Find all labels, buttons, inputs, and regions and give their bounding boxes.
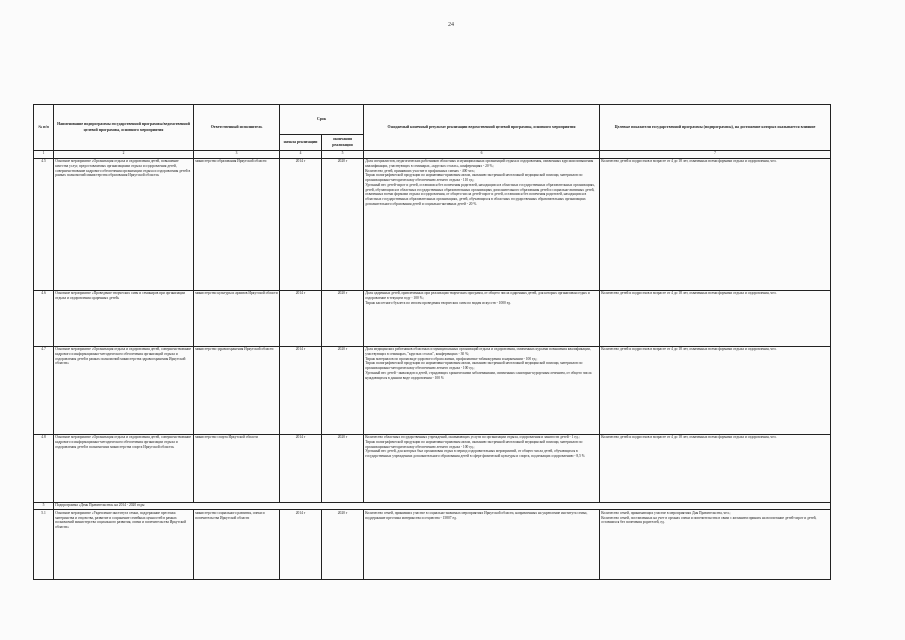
row-result: Доля одаренных детей, привлеченных при реализации творческих программ, от общего числа одаренных детей, для которых организован отдых и оздоровление в текущем году - 100 %; Тираж кассетного буклета по итогам проведения творческих смен по видам искусств - 1000 ед.	[364, 290, 600, 346]
col-number: 2	[54, 151, 194, 159]
row-result: Доля специалистов, педагогических работников областных и муниципальных организаций отдыха и оздоровления, охваченных курсами повышения квалификации, участвующих в семинарах, «круглых столах», конференциях - 20 %; Количество детей, принявших участие в профильных сменах - 400 чел.; Тираж полиграфической продукции по нормативно-правовым актам, оказанию экстренной неотложной медицинской помощи, материалов по организационно-методическому обеспечению летнего отдыха - 110 ед.; Удельный вес детей-сирот и детей, оставшихся без попечения родителей, находящихся в областных государственных образовательных организациях, детей, обучающихся в областных государственных образовательных организациях дополнительного образования детей и социально-активных детей, охваченных всеми формами отдыха и оздоровления, от общего числа детей-сирот и детей, оставшихся без попечения родителей, находящихся в областных государственных образовательных организациях, детей, обучающихся в областных государственных образовательных организациях дополнительного образования детей и социально-активных детей - 20 %	[364, 158, 600, 290]
row-num: 4.7	[34, 346, 54, 434]
row-executor: министерство культуры и архивов Иркутской области	[194, 290, 280, 346]
row-executor: министерство спорта Иркутской области	[194, 434, 280, 502]
row-name: Основное мероприятие «Укрепление института семьи, поддержание престижа материнства и отцовства, развитие и сохранение семейных ценностей в рамках полномочий министерства социального развития, опеки и попечительства Иркутской области»	[54, 510, 194, 580]
header-term-end: окончания реализации	[322, 135, 364, 151]
row-start: 2014 г	[280, 434, 322, 502]
row-result: Количество семей, принявших участие в социально-значимых мероприятиях Иркутской области, направленных на укрепление института семьи, поддержание престижа материнства и отцовства - 15807 ед.	[364, 510, 600, 580]
row-name: Основное мероприятие «Проведение творческих смен и семинаров при организации отдыха и оздоровления одаренных детей»	[54, 290, 194, 346]
row-start: 2014 г	[280, 510, 322, 580]
row-end: 2020 г	[322, 346, 364, 434]
row-num: 4.5	[34, 158, 54, 290]
row-num: 4.8	[34, 434, 54, 502]
row-start: 2014 г	[280, 346, 322, 434]
row-num: 5.1	[34, 510, 54, 580]
row-result: Количество областных государственных учреждений, оказывающих услуги по организации отдыха, оздоровления и занятости детей - 1 ед.; Тираж полиграфической продукции по нормативно-правовым актам, оказанию экстренной неотложной медицинской помощи, материалов по организационно-методическому обеспечению летнего отдыха - 100 ед.; Удельный вес детей, для которых был организован отдых в период оздоровительных мероприятий, от общего числа детей, обучающихся в государственных учреждениях дополнительного образования детей в сфере физической культуры и спорта, подлежащих оздоровлению - 8,5 %	[364, 434, 600, 502]
table-row-4-6	[34, 290, 831, 346]
row-end: 2020 г	[322, 434, 364, 502]
row-indicators: Количество детей и подростков в возрасте от 4 до 18 лет, охваченных всеми формами отдыха и оздоровления, чел.	[600, 158, 831, 290]
row-end: 2020 г	[322, 510, 364, 580]
header-term: Срок	[280, 105, 364, 135]
row-indicators: Количество детей и подростков в возрасте от 4 до 18 лет, охваченных всеми формами отдыха и оздоровления, чел.	[600, 290, 831, 346]
row-end: 2020 г	[322, 290, 364, 346]
program-table	[33, 104, 831, 580]
col-number: 6	[364, 151, 600, 159]
subprogram-row	[34, 502, 831, 510]
row-start: 2014 г	[280, 290, 322, 346]
header-num: № п/п	[34, 105, 54, 151]
header-row	[34, 105, 831, 135]
col-number: 1	[34, 151, 54, 159]
row-executor: министерство социального развития, опеки и попечительства Иркутской области	[194, 510, 280, 580]
row-end: 2020 г	[322, 158, 364, 290]
header-term-start: начала реализации	[280, 135, 322, 151]
row-result: Доля медицинских работников областных и муниципальных организаций отдыха и оздоровления, охваченных курсами повышения квалификации, участвующих в семинарах, "круглых столах", конференциях - 30 %; Тираж материалов по пропаганде здорового образа жизни, профилактике табакокурения и наркомании - 100 ед.; Тираж полиграфической продукции по нормативно-правовым актам, оказанию экстренной неотложной медицинской помощи, материалов по организационно-методическому обеспечению летнего отдыха - 100 ед.; Удельный вес детей - инвалидов и детей, страдающих хроническими заболеваниями, охваченных санаторно-курортным лечением, от общего числа нуждающихся в данном виде оздоровления - 100 %	[364, 346, 600, 434]
row-executor: министерство образования Иркутской области	[194, 158, 280, 290]
header-result: Ожидаемый конечный результат реализации ведомственной целевой программы, основного мероприятия	[364, 105, 600, 151]
row-start: 2014 г	[280, 158, 322, 290]
column-number-row	[34, 151, 831, 159]
col-number: 3	[194, 151, 280, 159]
row-name: Основное мероприятие «Организация отдыха и оздоровления детей, совершенствование кадрового и информационно-методического обеспечения организаций отдыха и оздоровления детей в рамках полномочий министерства здравоохранения Иркутской области»	[54, 346, 194, 434]
table-row-4-8	[34, 434, 831, 502]
header-name: Наименование подпрограммы государственной программы/ведомственной целевой программы, основного мероприятия	[54, 105, 194, 151]
table-row-5-1	[34, 510, 831, 580]
table-row-4-5	[34, 158, 831, 290]
col-number: 7	[600, 151, 831, 159]
col-number: 5	[322, 151, 364, 159]
row-name: Основное мероприятие «Организация отдыха и оздоровления детей, совершенствование кадрового и информационно-методического обеспечения организации отдыха и оздоровления детей в полномочиях министерства спорта Иркутской области»	[54, 434, 194, 502]
row-indicators: Количество семей, принимающих участие в мероприятиях Дня Правительства, чел.; Количество семей, поставленных на учет в органах опеки и попечительства в связи с желанием принять на воспитание детей-сирот и детей, оставшихся без попечения родителей, ед.	[600, 510, 831, 580]
col-number: 4	[280, 151, 322, 159]
row-num: 4.6	[34, 290, 54, 346]
header-executor: Ответственный исполнитель	[194, 105, 280, 151]
row-indicators: Количество детей и подростков в возрасте от 4 до 18 лет, охваченных всеми формами отдыха и оздоровления, чел.	[600, 434, 831, 502]
page-number: 24	[448, 22, 454, 28]
row-name: Основное мероприятие «Организация отдыха и оздоровления детей, повышение качества услуг, предоставляемых организациями отдыха и оздоровления детей, совершенствование кадрового обеспечения организации отдыха и оздоровления детей в рамках полномочий министерства образования Иркутской области»	[54, 158, 194, 290]
subprogram-title: Подпрограмма «День Правительства» на 2014 - 2020 годы	[54, 502, 831, 510]
header-indicators: Целевые показатели государственной программы (подпрограммы), на достижение которых оказывается влияние	[600, 105, 831, 151]
row-executor: министерство здравоохранения Иркутской области	[194, 346, 280, 434]
row-indicators: Количество детей и подростков в возрасте от 4 до 18 лет, охваченных всеми формами отдыха и оздоровления, чел.	[600, 346, 831, 434]
subprogram-num: 5	[34, 502, 54, 510]
table-row-4-7	[34, 346, 831, 434]
